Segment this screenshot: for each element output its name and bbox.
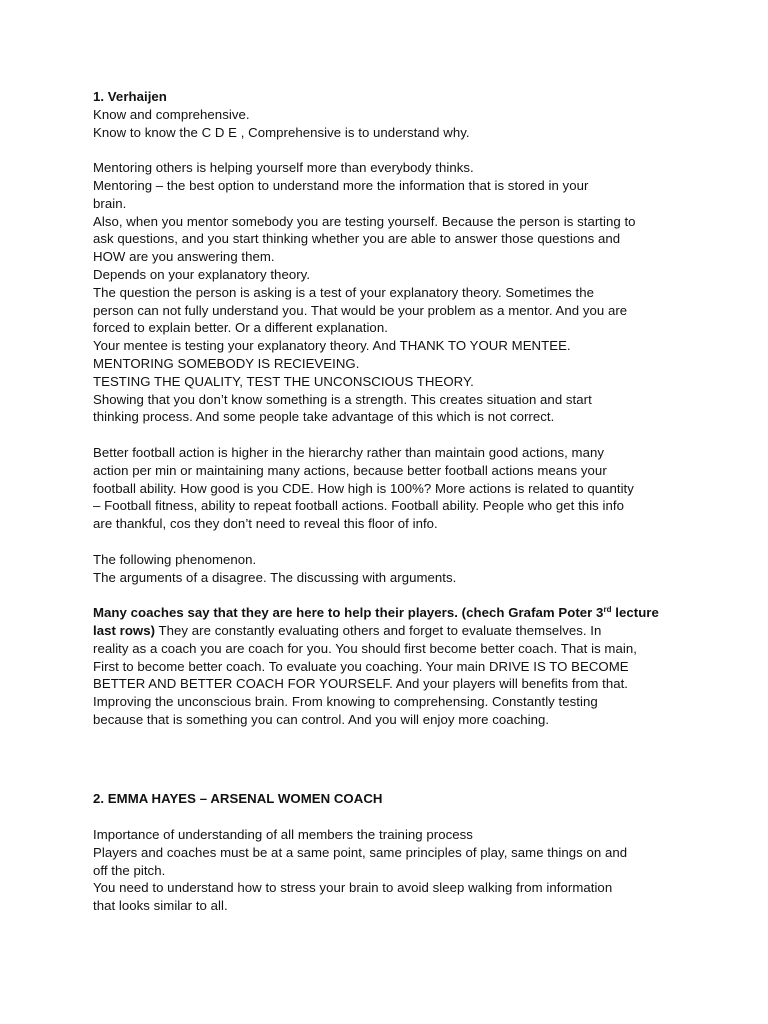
text-line: off the pitch. bbox=[93, 862, 166, 878]
text-line: HOW are you answering them. bbox=[93, 249, 275, 265]
document-page bbox=[93, 88, 693, 915]
text-line: Depends on your explanatory theory. bbox=[93, 266, 311, 282]
text-line: Importance of understanding of all members the training process bbox=[93, 827, 473, 843]
text-line: brain. bbox=[93, 195, 127, 211]
text-line: person can not fully understand you. That would be your problem as a mentor. And you are bbox=[93, 302, 628, 318]
text-line: are thankful, cos they don’t need to reveal this floor of info. bbox=[93, 516, 438, 532]
text-line: reality as a coach you are coach for you. You should first become better coach. That is main, bbox=[93, 640, 637, 656]
text-line: MENTORING SOMEBODY IS RECIEVEING. bbox=[93, 355, 360, 371]
text-line: that looks similar to all. bbox=[93, 898, 228, 914]
superscript-ordinal: rd bbox=[603, 605, 612, 615]
text-line: thinking process. And some people take advantage of this which is not correct. bbox=[93, 409, 555, 425]
bold-text-segment: lecture bbox=[611, 605, 659, 621]
text-line: ask questions, and you start thinking whether you are able to answer those questions and bbox=[93, 231, 621, 247]
text-line: forced to explain better. Or a different explanation. bbox=[93, 320, 388, 336]
text-line: football ability. How good is you CDE. How high is 100%? More actions is related to quantity bbox=[93, 480, 634, 496]
blank-line bbox=[93, 426, 693, 444]
blank-line bbox=[93, 808, 693, 826]
text-line: First to become better coach. To evaluate you coaching. Your main DRIVE IS TO BECOME bbox=[93, 658, 629, 674]
text-line: Showing that you don’t know something is a strength. This creates situation and start bbox=[93, 391, 592, 407]
text-segment: They are constantly evaluating others and forget to evaluate themselves. In bbox=[155, 622, 602, 638]
section-1-heading: 1. Verhaijen bbox=[93, 89, 167, 104]
text-line: Improving the unconscious brain. From knowing to comprehensing. Constantly testing bbox=[93, 694, 598, 710]
blank-line bbox=[93, 533, 693, 551]
text-line: The arguments of a disagree. The discussing with arguments. bbox=[93, 569, 457, 585]
text-line: You need to understand how to stress your brain to avoid sleep walking from information bbox=[93, 880, 613, 896]
bold-text-segment: Many coaches say that they are here to help their players. (chech Grafam Poter 3 bbox=[93, 605, 604, 621]
text-line: Know to know the C D E , Comprehensive is to understand why. bbox=[93, 124, 470, 140]
text-line: Your mentee is testing your explanatory theory. And THANK TO YOUR MENTEE. bbox=[93, 338, 571, 354]
text-line: BETTER AND BETTER COACH FOR YOURSELF. And your players will benefits from that. bbox=[93, 676, 629, 692]
text-line: TESTING THE QUALITY, TEST THE UNCONSCIOUS THEORY. bbox=[93, 373, 474, 389]
text-line bbox=[93, 622, 693, 640]
text-line: Mentoring others is helping yourself more than everybody thinks. bbox=[93, 160, 474, 176]
text-line: action per min or maintaining many actions, because better football actions means your bbox=[93, 462, 607, 478]
text-line: Better football action is higher in the hierarchy rather than maintain good actions, many bbox=[93, 444, 604, 460]
text-line: Also, when you mentor somebody you are testing yourself. Because the person is starting to bbox=[93, 213, 636, 229]
text-line: The question the person is asking is a test of your explanatory theory. Sometimes the bbox=[93, 284, 594, 300]
text-line: The following phenomenon. bbox=[93, 551, 257, 567]
text-line: Know and comprehensive. bbox=[93, 106, 250, 122]
section-2-heading: 2. EMMA HAYES – ARSENAL WOMEN COACH bbox=[93, 791, 383, 807]
text-line: because that is something you can control. And you will enjoy more coaching. bbox=[93, 711, 550, 727]
blank-line bbox=[93, 141, 693, 159]
blank-line bbox=[93, 773, 693, 791]
section-gap bbox=[93, 729, 693, 773]
bold-text-line bbox=[93, 604, 693, 622]
blank-line bbox=[93, 586, 693, 604]
bold-text-segment: last rows) bbox=[93, 622, 156, 638]
text-line: Players and coaches must be at a same point, same principles of play, same things on and bbox=[93, 844, 628, 860]
text-line: Mentoring – the best option to understand more the information that is stored in your bbox=[93, 177, 589, 193]
text-line: – Football fitness, ability to repeat football actions. Football ability. People who get this info bbox=[93, 498, 624, 514]
